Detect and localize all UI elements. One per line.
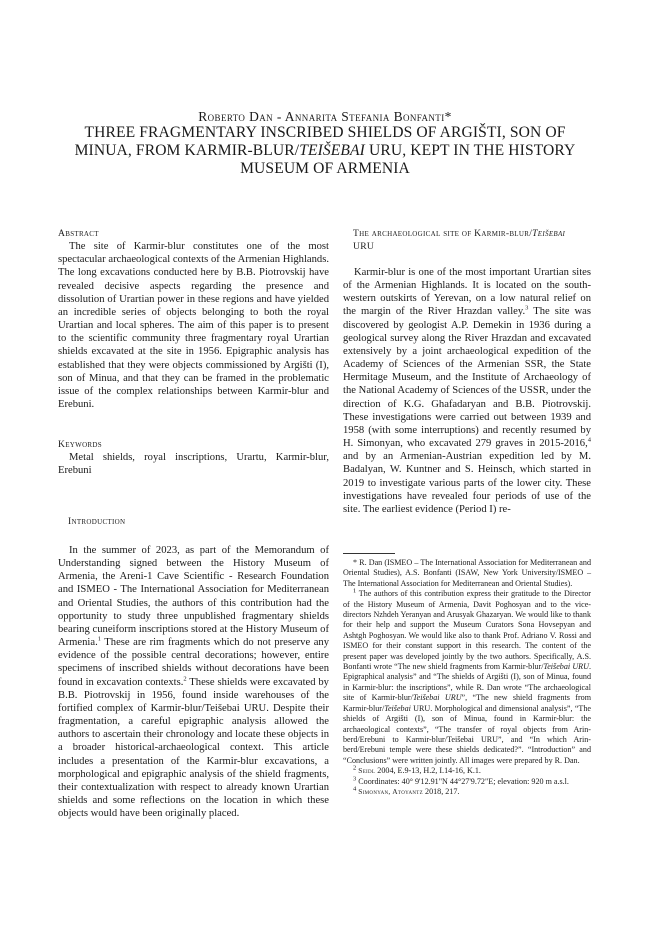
footnote-3-text: Coordinates: 40° 9'12.91"N 44°27'9.72"E; elevation: 920 m a.s.l.: [356, 776, 569, 786]
abstract-text: The site of Karmir-blur constitutes one of the most spectacular archaeological contexts of the Armenian Highlands. The long excavations conducted here by B.B. Piotrovskij have revealed decisive aspects regarding the presence and dissolution of Urartian power in these regions and have yielded an incredible series of objects belonging to both the royal Urartian and local spheres. The aim of this paper is to present to the scientific community three fragmentary royal Urartian shields excavated at the site in 1956. Epigraphic analysis has established that they were objects commissioned by Argišti (I), son of Minua, and that they can be framed in the problematic issue of the complex relationships between Karmir-blur and Erebuni.: [58, 241, 329, 411]
footnote-3: [343, 774, 591, 787]
title-part-2: URU, KEPT IN THE HISTORY MUSEUM OF ARMENIA: [240, 141, 576, 177]
footnote-1-text-c: ”, “The new shield fragments from Karmir-blur/: [343, 693, 591, 713]
footnote-1-italic-3: Teišebai: [384, 703, 411, 713]
footnote-1-text-a: The authors of this contribution express their gratitude to the Director of the History Museum of Armenia, Davit Poghosyan and to the vice-directors Nzhdeh Yeranyan and Arusyak Ghazaryan. We would like to thank for their help and support the Museum Curators Sona Hovsepyan and Ashtgh Poghosyan. We would like also to thank Prof. Adriano V. Rossi and ISMEO for their constant support in this research. The content of the present paper was developed jointly by the two authors. Specifically, A.S. Bonfanti wrote “The new shield fragments from Karmir-blur/: [343, 589, 591, 672]
footnote-2-author: Seidl: [358, 766, 376, 776]
introduction-heading: Introduction: [68, 516, 126, 527]
footnote-ref-1[interactable]: 1: [97, 635, 101, 643]
introduction-text: [58, 544, 329, 820]
introduction-section: [58, 544, 329, 820]
title-italic: TEIŠEBAI: [299, 141, 365, 159]
author-line: Roberto Dan - Annarita Stefania Bonfanti*: [198, 109, 452, 124]
abstract-heading: Abstract: [58, 228, 99, 239]
site-heading-a: The archaeological site of Karmir-blur/: [353, 228, 533, 239]
keywords-heading: Keywords: [58, 439, 102, 450]
footnotes: [343, 558, 591, 797]
footnote-4-author: Simonyan, Atoyantz: [358, 786, 423, 796]
footnote-2: [343, 766, 591, 776]
paper-title: [60, 124, 590, 177]
intro-text-c: These shields were excavated by B.B. Piotrovskij in 1956, found inside warehouses of the fortified complex of Karmir-blur/Teišebai URU. Despite their fragmentation, a careful epigraphic analysis allowed the authors to ascertain their chronology and locate these objects in a broader historical-archaeological context. This article includes a presentation of the Karmir-blur excavations, a morphological and epigraphic analysis of the shield fragments, their contextualization with respect to already known Urartian shields and some reflections on the location in which these objects would have been originally placed.: [58, 676, 329, 820]
intro-text-b: These are rim fragments which do not preserve any evidence of the possible central decorations; however, entire specimens of inscribed shields without decorations have been found in excavation contexts.: [58, 637, 329, 688]
footnote-3-number: 3: [353, 774, 357, 782]
keywords-text: Metal shields, royal inscriptions, Urartu, Karmir-blur, Erebuni: [58, 452, 329, 477]
title-part-1: THREE FRAGMENTARY INSCRIBED SHIELDS OF ARGIŠTI, SON OF MINUA, FROM KARMIR-BLUR/: [74, 124, 566, 159]
footnote-1-italic-2: Teišebai URU: [412, 693, 462, 703]
footnote-1-text-b: . Epigraphical analysis” and “The shields of Argišti (I), son of Minua, found in Karmir-blur: the inscriptions”, while R. Dan wrote “The archaeological site of Karmir-blur/: [343, 662, 592, 703]
site-text-c: and by an Armenian-Austrian expedition led by M. Badalyan, W. Kuntner and S. Heinsch, which started in 2019 to investigate various parts of the lower city. These investigations have revealed four periods of use of the site. The earliest evidence (Period I) re-: [343, 451, 591, 515]
footnote-1: [343, 589, 591, 766]
footnote-1-text-d: URU. Morphological and dimensional analysis”, “The shields of Argišti (I), son of Minua, found in Karmir-blur: the archaeological contexts”, “The transfer of royal objects from Arin-berd/Erebuni to Karmir-blur/Teišebai URU”, and “In which Arin-berd/Erebuni temple were these shields dedicated?”. “Introduction” and “Conclusions” were written jointly. All images were prepared by R. Dan.: [343, 703, 591, 765]
footnote-ref-2[interactable]: 2: [183, 675, 187, 683]
site-section-heading: [343, 227, 591, 253]
introduction-heading-wrap: [58, 515, 329, 528]
intro-text-a: In the summer of 2023, as part of the Memorandum of Understanding signed between the History Museum of Armenia, the Areni-1 Cave Scientific - Research Foundation and ISMEO - The International Association for Mediterranean and Oriental Studies, the authors of this contribution had the opportunity to study three unpublished fragmentary shields bearing cuneiform inscriptions stored at the History Museum of Armenia.: [58, 545, 329, 649]
footnote-1-italic-1: Teišebai URU: [543, 662, 589, 672]
footnote-ref-4[interactable]: 4: [587, 436, 591, 444]
keywords-section: [58, 438, 329, 477]
footnote-4-number: 4: [353, 785, 357, 793]
site-heading-b: URU: [353, 241, 375, 252]
footnote-rule: [343, 553, 395, 554]
site-text-b: The site was discovered by geologist A.P. Demekin in 1936 during a geological survey along the River Hrazdan and excavated extensively by a joint archaeological expedition of the Academy of Sciences of the Armenian SSR, the State Hermitage Museum, and the Institute of Archaeology of the National Academy of Sciences of the USSR, under the direction of K.G. Ghafadaryan and B.B. Piotrovskij. These investigations were carried out between 1939 and 1958 (with some interruptions) and recently resumed by H. Simonyan, who excavated 279 graves in 2015-2016,: [343, 306, 591, 450]
footnote-star: * R. Dan (ISMEO – The International Association for Mediterranean and Oriental Studies), A.S. Bonfanti (ISAW, New York University/ISMEO – The International Association for Mediterranean and Oriental Studies).: [343, 558, 591, 588]
site-text: [343, 266, 591, 516]
footnote-1-number: 1: [353, 587, 357, 595]
footnote-ref-3[interactable]: 3: [525, 304, 529, 312]
footnote-2-number: 2: [353, 764, 357, 772]
footnote-4: [343, 787, 591, 797]
footnote-2-text: 2004, E.9-13, H.2, I.14-16, K.1.: [375, 766, 481, 776]
site-text-a: Karmir-blur is one of the most important Urartian sites of the Armenian Highlands. It is located on the south-western outskirts of Yerevan, on a low natural relief on the margin of the River Hrazdan valley.: [343, 267, 591, 318]
footnote-4-text: 2018, 217.: [423, 786, 460, 796]
site-heading-italic: Teišebai: [532, 228, 566, 239]
abstract-section: [58, 227, 329, 411]
site-section: [343, 266, 591, 516]
site-heading: [343, 227, 591, 253]
